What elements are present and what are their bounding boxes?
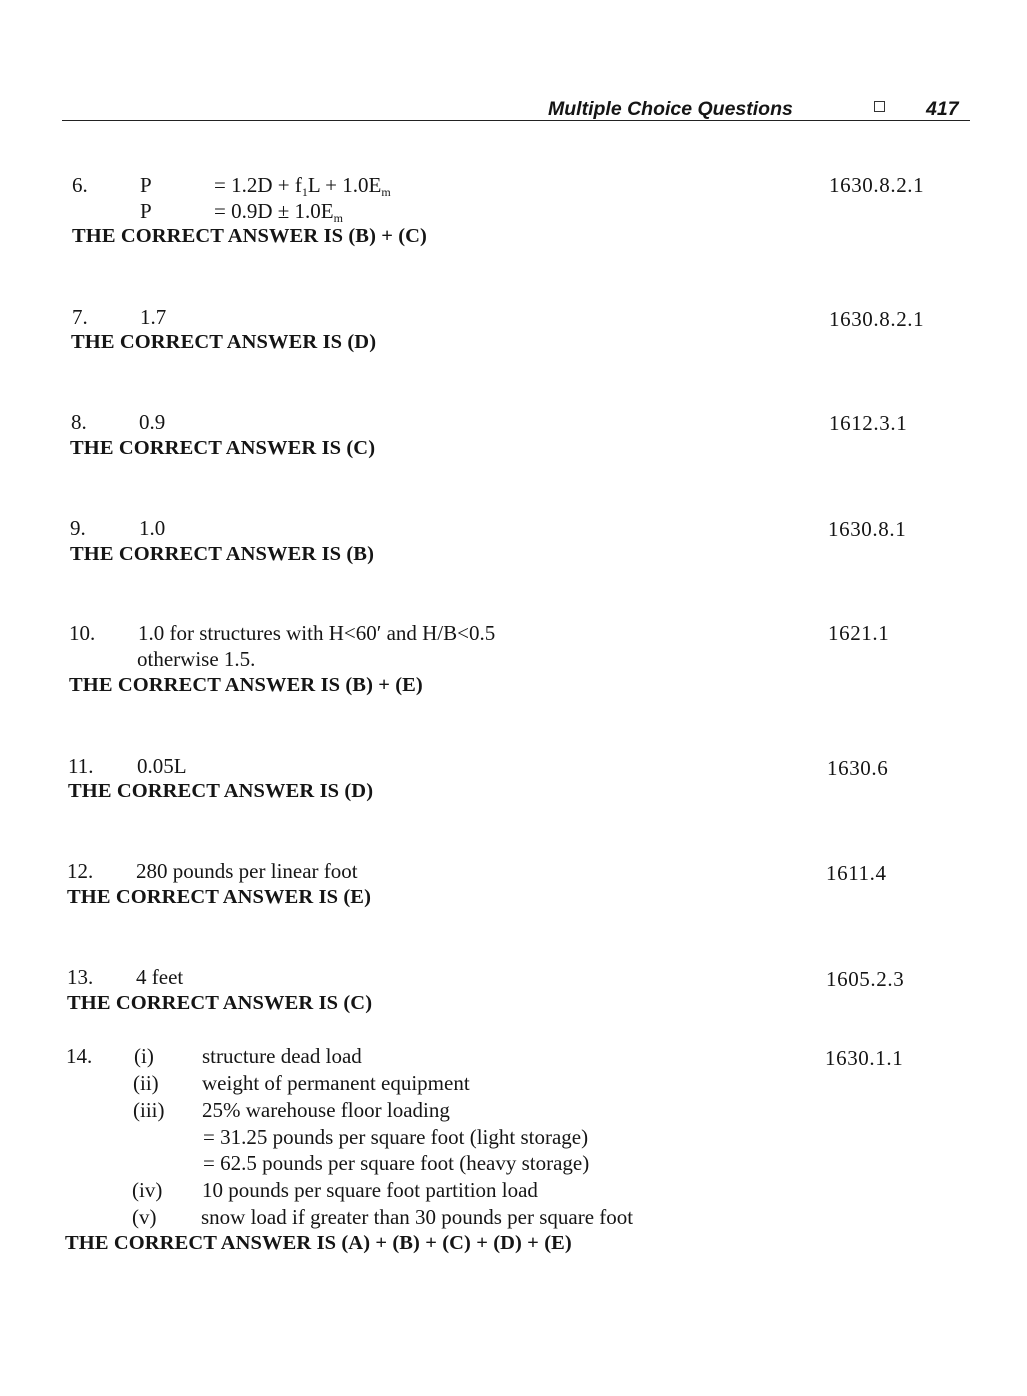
- header-title: Multiple Choice Questions: [548, 98, 793, 120]
- question-number: 12.: [67, 859, 94, 883]
- question-number: 7.: [72, 305, 88, 329]
- question-text-line-2: otherwise 1.5.: [137, 647, 256, 671]
- page-number: 417: [926, 98, 959, 120]
- answer-line: THE CORRECT ANSWER IS (B) + (C): [72, 225, 427, 247]
- code-reference: 1605.2.3: [826, 967, 905, 991]
- list-item-label: (iv): [132, 1178, 163, 1202]
- question-value: 0.05L: [137, 754, 187, 778]
- question-number: 13.: [67, 965, 94, 989]
- question-number: 6.: [72, 173, 88, 197]
- code-reference: 1611.4: [826, 861, 887, 885]
- answer-line: THE CORRECT ANSWER IS (C): [70, 437, 376, 459]
- question-value: 4 feet: [136, 965, 184, 989]
- list-item-label: (i): [134, 1044, 154, 1068]
- code-reference: 1630.8.1: [828, 517, 907, 541]
- code-reference: 1630.8.2.1: [829, 173, 925, 197]
- list-item-label: (v): [132, 1205, 157, 1229]
- list-item: 10 pounds per square foot partition load: [202, 1178, 538, 1202]
- question-number: 9.: [70, 516, 86, 540]
- list-item: = 31.25 pounds per square foot (light storage): [203, 1125, 589, 1149]
- equation-variable: P: [140, 199, 152, 223]
- question-value: 1.7: [140, 305, 167, 329]
- answer-line: THE CORRECT ANSWER IS (B) + (E): [69, 674, 423, 696]
- list-item: structure dead load: [202, 1044, 362, 1068]
- equation-variable: P: [140, 173, 152, 197]
- question-value: 280 pounds per linear foot: [136, 859, 358, 883]
- list-item: weight of permanent equipment: [202, 1071, 470, 1095]
- code-reference: 1630.1.1: [825, 1046, 904, 1070]
- list-item-label: (ii): [133, 1071, 159, 1095]
- answer-line: THE CORRECT ANSWER IS (D): [68, 780, 374, 802]
- page-header: [62, 92, 970, 121]
- answer-line: THE CORRECT ANSWER IS (A) + (B) + (C) + (D) + (E): [65, 1232, 572, 1254]
- question-number: 11.: [68, 754, 94, 778]
- list-item: 25% warehouse floor loading: [202, 1098, 450, 1122]
- question-value: 0.9: [139, 410, 166, 434]
- equation-load-combination-1: = $1.2D + f_1L + 1.0E_m$: [214, 173, 391, 199]
- list-item: snow load if greater than 30 pounds per square foot: [201, 1205, 634, 1229]
- question-text-line-1: 1.0 for structures with H<60′ and H/B<0.5: [138, 621, 496, 645]
- code-reference: 1630.6: [827, 756, 889, 780]
- answer-line: THE CORRECT ANSWER IS (E): [67, 886, 371, 908]
- question-number: 14.: [66, 1044, 93, 1068]
- question-number: 10.: [69, 621, 96, 645]
- answer-line: THE CORRECT ANSWER IS (C): [67, 992, 373, 1014]
- answer-line: THE CORRECT ANSWER IS (D): [71, 331, 377, 353]
- code-reference: 1630.8.2.1: [829, 307, 925, 331]
- list-item-label: (iii): [133, 1098, 165, 1122]
- square-icon: [874, 101, 885, 112]
- question-number: 8.: [71, 410, 87, 434]
- question-value: 1.0: [139, 516, 166, 540]
- code-reference: 1612.3.1: [829, 411, 908, 435]
- list-item: = 62.5 pounds per square foot (heavy storage): [203, 1151, 590, 1175]
- code-reference: 1621.1: [828, 621, 890, 645]
- equation-load-combination-2: = $0.9D \pm 1.0E_m$: [214, 199, 343, 225]
- answer-line: THE CORRECT ANSWER IS (B): [70, 543, 374, 565]
